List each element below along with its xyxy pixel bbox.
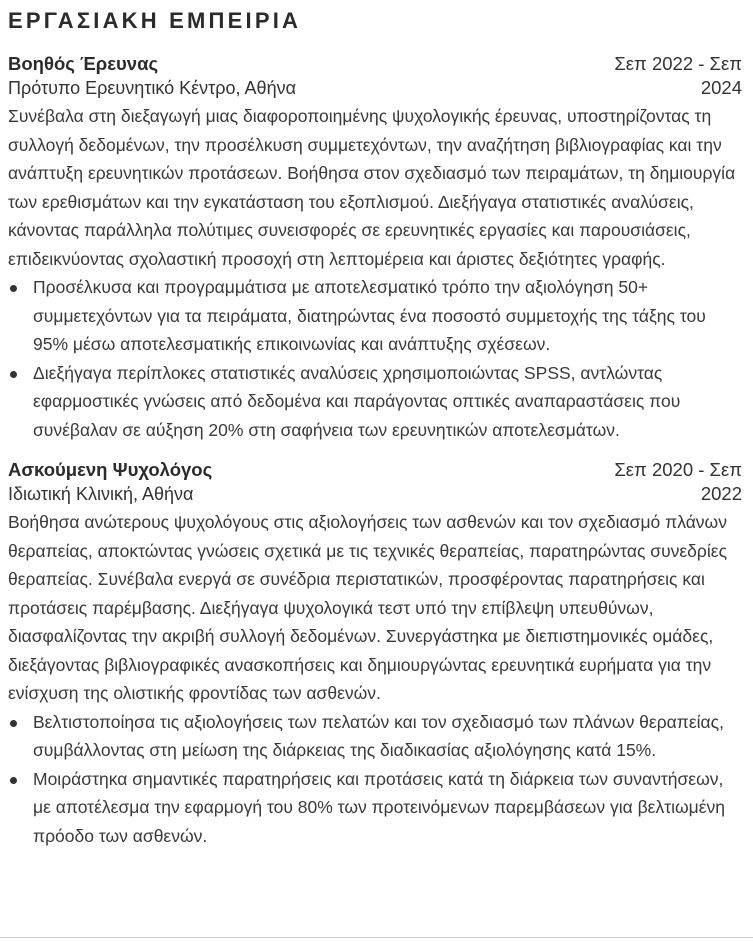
achievement-item — [8, 359, 742, 445]
job-description: Συνέβαλα στη διεξαγωγή μιας διαφοροποιημένης ψυχολογικής έρευνας, υποστηρίζοντας τη συλλογή δεδομένων, την προσέλκυση συμμετεχόντων, την αναζήτηση βιβλιογραφίας και την ανάπτυξη ερευνητικών προτάσεων. Βοήθησα στον σχεδιασμό των πειραμάτων, τη δημιουργία των ερεθισμάτων και την εγκατάσταση του εξοπλισμού. Διεξήγαγα στατιστικές αναλύσεις, κάνοντας παράλληλα πολύτιμες συνεισφορές σε ερευνητικές εργασίες και παρουσιάσεις, επιδεικνύοντας σχολαστική προσοχή στη λεπτομέρεια και άριστες δεξιότητες γραφής. — [8, 106, 736, 269]
job-description: Βοήθησα ανώτερους ψυχολόγους στις αξιολογήσεις των ασθενών και τον σχεδιασμό πλάνων θεραπείας, αποκτώντας γνώσεις σχετικά με τις τεχνικές θεραπείας, παρατηρώντας συνεδρίες θεραπείας. Συνέβαλα ενεργά σε συνέδρια περιστατικών, προσφέροντας παρατηρήσεις και προτάσεις παρέμβασης. Διεξήγαγα ψυχολογικά τεστ υπό την επίβλεψη υπευθύνων, διασφαλίζοντας την ακριβή συλλογή δεδομένων. Συνεργάστηκα με διεπιστημονικές ομάδες, διεξάγοντας βιβλιογραφικές ανασκοπήσεις και δημιουργώντας ερευνητικά ευρήματα για την ενίσχυση της ολιστικής φροντίδας των ασθενών. — [8, 512, 728, 703]
job-dates: Σεπ 2022 - Σεπ 2024 — [614, 53, 742, 98]
bullet-icon — [10, 371, 17, 378]
achievement-text: Προσέλκυσα και προγραμμάτισα με αποτελεσματικό τρόπο την αξιολόγηση 50+ συμμετεχόντων για τα πειράματα, διατηρώντας ένα ποσοστό συμμετοχής της τάξης του 95% μέσω αποτελεσματικής επικοινωνίας και ανάπτυξης σχέσεων. — [33, 277, 706, 354]
bullet-icon — [10, 777, 17, 784]
job-organization: Πρότυπο Ερευνητικό Κέντρο, Αθήνα — [8, 78, 296, 98]
job-title: Βοηθός Έρευνας — [8, 53, 159, 74]
bottom-divider — [0, 937, 753, 938]
achievement-item — [8, 273, 742, 359]
achievement-list — [8, 273, 742, 444]
job-entry — [8, 458, 742, 850]
job-title: Ασκούμενη Ψυχολόγος — [8, 459, 213, 480]
job-entry — [8, 52, 742, 444]
bullet-icon — [10, 720, 17, 727]
achievement-item — [8, 708, 742, 765]
job-header — [8, 458, 742, 508]
resume-page — [8, 6, 742, 850]
bullet-icon — [10, 285, 17, 292]
achievement-text: Μοιράστηκα σημαντικές παρατηρήσεις και προτάσεις κατά τη διάρκεια των συναντήσεων, με αποτέλεσμα την εφαρμογή του 80% των προτεινόμενων παρεμβάσεων για βελτιωμένη πρόοδο των ασθενών. — [33, 768, 726, 846]
job-dates: Σεπ 2020 - Σεπ 2022 — [614, 459, 742, 504]
achievement-text: Διεξήγαγα περίπλοκες στατιστικές αναλύσεις χρησιμοποιώντας SPSS, αντλώντας εφαρμοστικές γνώσεις από δεδομένα και παράγοντας οπτικές αναπαραστάσεις που συνέβαλαν σε αύξηση 20% στη σαφήνεια των ερευνητικών αποτελεσμάτων. — [33, 362, 681, 440]
achievement-list — [8, 708, 742, 851]
achievement-item — [8, 765, 742, 851]
job-organization: Ιδιωτική Κλινική, Αθήνα — [8, 484, 194, 504]
achievement-text: Βελτιστοποίησα τις αξιολογήσεις των πελατών και τον σχεδιασμό των πλάνων θεραπείας, συμβάλλοντας στη μείωση της διάρκειας της διαδικασίας αξιολόγησης κατά 15%. — [33, 711, 724, 760]
section-title: ΕΡΓΑΣΙΑΚΗ ΕΜΠΕΙΡΙΑ — [8, 8, 302, 33]
job-header — [8, 52, 742, 102]
